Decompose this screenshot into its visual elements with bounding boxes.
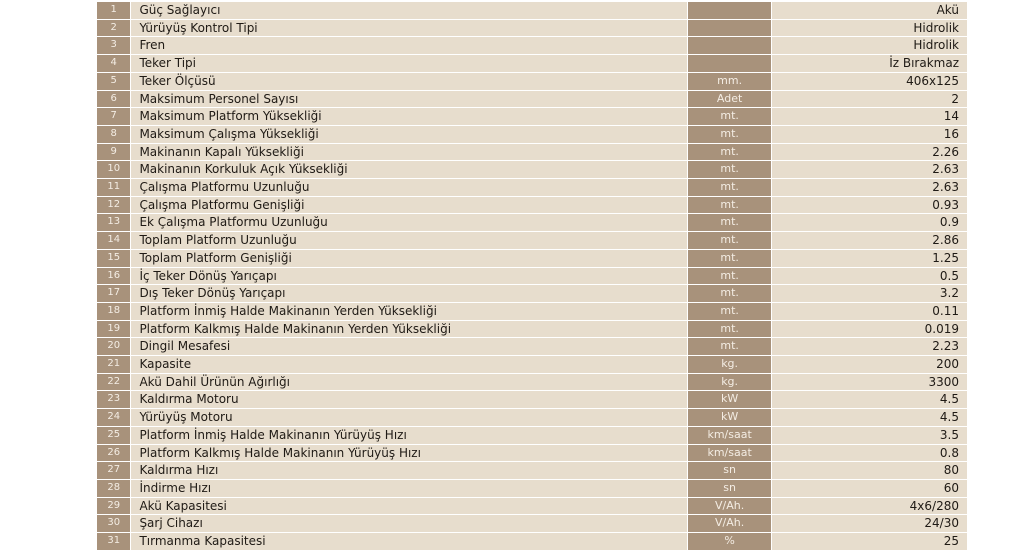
spec-name: Platform Kalkmış Halde Makinanın Yürüyüş Hızı [131,445,688,463]
table-row [97,427,967,445]
row-number: 12 [97,197,131,215]
table-row [97,480,967,498]
spec-value: 4.5 [772,409,967,427]
table-row [97,374,967,392]
spec-unit: mm. [688,73,772,91]
spec-name: Dış Teker Dönüş Yarıçapı [131,285,688,303]
spec-name: Kaldırma Motoru [131,391,688,409]
spec-unit: mt. [688,144,772,162]
row-number: 23 [97,391,131,409]
table-row [97,91,967,109]
spec-name: Fren [131,37,688,55]
spec-name: Şarj Cihazı [131,515,688,533]
spec-unit: mt. [688,250,772,268]
spec-name: Akü Kapasitesi [131,498,688,516]
spec-value: 60 [772,480,967,498]
spec-unit: mt. [688,321,772,339]
spec-value: 3.2 [772,285,967,303]
spec-unit: sn [688,480,772,498]
spec-name: Toplam Platform Genişliği [131,250,688,268]
spec-unit: km/saat [688,427,772,445]
spec-value: Hidrolik [772,37,967,55]
spec-unit: mt. [688,126,772,144]
spec-value: 24/30 [772,515,967,533]
spec-unit: mt. [688,232,772,250]
spec-value: Hidrolik [772,20,967,38]
spec-value: 0.93 [772,197,967,215]
spec-unit: mt. [688,285,772,303]
table-row [97,197,967,215]
spec-unit: km/saat [688,445,772,463]
spec-unit: kg. [688,374,772,392]
spec-value: 3.5 [772,427,967,445]
spec-value: 2.23 [772,338,967,356]
spec-name: Yürüyüş Kontrol Tipi [131,20,688,38]
specification-table-body [97,2,967,551]
spec-name: Akü Dahil Ürünün Ağırlığı [131,374,688,392]
spec-value: 4.5 [772,391,967,409]
spec-value: 0.11 [772,303,967,321]
spec-name: Maksimum Platform Yüksekliği [131,108,688,126]
spec-unit: mt. [688,179,772,197]
spec-unit: Adet [688,91,772,109]
spec-unit: % [688,533,772,551]
row-number: 7 [97,108,131,126]
table-row [97,391,967,409]
row-number: 16 [97,268,131,286]
row-number: 15 [97,250,131,268]
spec-value: 2.63 [772,161,967,179]
spec-value: 2.63 [772,179,967,197]
row-number: 17 [97,285,131,303]
spec-name: Dingil Mesafesi [131,338,688,356]
spec-value: İz Bırakmaz [772,55,967,73]
row-number: 3 [97,37,131,55]
spec-value: 3300 [772,374,967,392]
table-row [97,445,967,463]
spec-value: 0.9 [772,214,967,232]
table-row [97,108,967,126]
table-row [97,73,967,91]
table-row [97,144,967,162]
table-row [97,462,967,480]
table-row [97,37,967,55]
spec-name: Çalışma Platformu Uzunluğu [131,179,688,197]
table-row [97,515,967,533]
spec-unit: mt. [688,214,772,232]
row-number: 10 [97,161,131,179]
spec-value: 200 [772,356,967,374]
spec-unit: mt. [688,197,772,215]
row-number: 5 [97,73,131,91]
spec-name: Kaldırma Hızı [131,462,688,480]
spec-unit [688,2,772,20]
spec-unit: mt. [688,303,772,321]
row-number: 4 [97,55,131,73]
spec-name: Platform İnmiş Halde Makinanın Yürüyüş Hızı [131,427,688,445]
spec-name: Tırmanma Kapasitesi [131,533,688,551]
row-number: 9 [97,144,131,162]
spec-unit [688,37,772,55]
row-number: 20 [97,338,131,356]
row-number: 25 [97,427,131,445]
spec-value: 16 [772,126,967,144]
row-number: 21 [97,356,131,374]
row-number: 27 [97,462,131,480]
spec-unit: kW [688,409,772,427]
spec-value: 2 [772,91,967,109]
table-row [97,303,967,321]
table-row [97,268,967,286]
table-row [97,20,967,38]
spec-value: 4x6/280 [772,498,967,516]
spec-name: İç Teker Dönüş Yarıçapı [131,268,688,286]
table-row [97,250,967,268]
row-number: 1 [97,2,131,20]
spec-unit: kg. [688,356,772,374]
spec-value: 25 [772,533,967,551]
spec-unit: mt. [688,268,772,286]
table-row [97,533,967,551]
table-row [97,321,967,339]
table-row [97,338,967,356]
spec-value: 2.26 [772,144,967,162]
spec-name: Platform İnmiş Halde Makinanın Yerden Yüksekliği [131,303,688,321]
row-number: 30 [97,515,131,533]
spec-name: Teker Ölçüsü [131,73,688,91]
spec-value: 14 [772,108,967,126]
spec-name: Platform Kalkmış Halde Makinanın Yerden Yüksekliği [131,321,688,339]
spec-name: Makinanın Korkuluk Açık Yüksekliği [131,161,688,179]
spec-unit: V/Ah. [688,515,772,533]
row-number: 19 [97,321,131,339]
row-number: 8 [97,126,131,144]
table-row [97,161,967,179]
spec-unit [688,20,772,38]
spec-unit: V/Ah. [688,498,772,516]
spec-unit: kW [688,391,772,409]
spec-value: 80 [772,462,967,480]
spec-value: 1.25 [772,250,967,268]
table-row [97,179,967,197]
spec-unit [688,55,772,73]
spec-value: 0.019 [772,321,967,339]
spec-name: Toplam Platform Uzunluğu [131,232,688,250]
row-number: 18 [97,303,131,321]
table-row [97,55,967,73]
spec-value: 406x125 [772,73,967,91]
spec-value: 0.8 [772,445,967,463]
spec-unit: mt. [688,108,772,126]
row-number: 26 [97,445,131,463]
table-row [97,498,967,516]
spec-name: Makinanın Kapalı Yüksekliği [131,144,688,162]
row-number: 2 [97,20,131,38]
table-row [97,214,967,232]
spec-name: İndirme Hızı [131,480,688,498]
row-number: 14 [97,232,131,250]
spec-name: Maksimum Personel Sayısı [131,91,688,109]
spec-unit: mt. [688,338,772,356]
spec-name: Yürüyüş Motoru [131,409,688,427]
table-row [97,126,967,144]
spec-name: Kapasite [131,356,688,374]
table-row [97,356,967,374]
row-number: 13 [97,214,131,232]
spec-name: Teker Tipi [131,55,688,73]
spec-value: Akü [772,2,967,20]
spec-name: Maksimum Çalışma Yüksekliği [131,126,688,144]
row-number: 24 [97,409,131,427]
spec-unit: sn [688,462,772,480]
spec-name: Güç Sağlayıcı [131,2,688,20]
table-row [97,232,967,250]
row-number: 6 [97,91,131,109]
row-number: 29 [97,498,131,516]
table-row [97,409,967,427]
row-number: 31 [97,533,131,551]
row-number: 28 [97,480,131,498]
row-number: 11 [97,179,131,197]
table-row [97,2,967,20]
spec-name: Ek Çalışma Platformu Uzunluğu [131,214,688,232]
spec-value: 2.86 [772,232,967,250]
spec-unit: mt. [688,161,772,179]
spec-value: 0.5 [772,268,967,286]
table-row [97,285,967,303]
row-number: 22 [97,374,131,392]
specification-table [97,2,967,551]
spec-name: Çalışma Platformu Genişliği [131,197,688,215]
